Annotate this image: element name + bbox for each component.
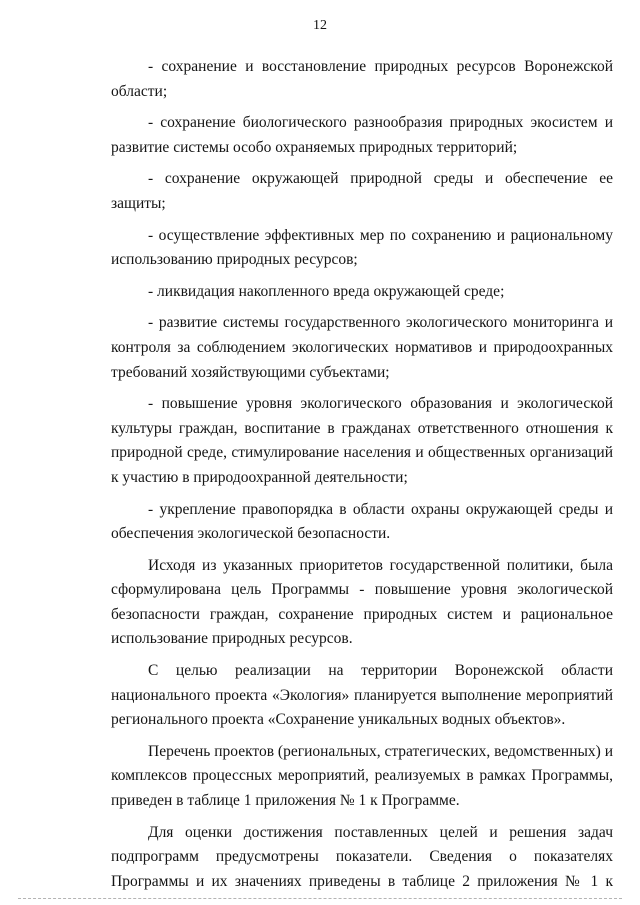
paragraph-10: С целью реализации на территории Воронежской области национального проекта «Экология» планируется выполнение мероприятий регионального проекта «Сохранение уникальных водных объектов». (111, 662, 613, 729)
page-number: 12 (313, 18, 327, 33)
body-text (111, 55, 613, 894)
paragraph-6: - развитие системы государственного экологического мониторинга и контроля за соблюдением экологических нормативов и природоохранных требований хозяйствующими субъектами; (111, 314, 613, 381)
paragraph-3: - сохранение окружающей природной среды и обеспечение ее защиты; (111, 170, 613, 212)
paragraph-1: - сохранение и восстановление природных ресурсов Воронежской области; (111, 58, 613, 100)
paragraph-12: Для оценки достижения поставленных целей и решения задач подпрограмм предусмотрены показатели. Сведения о показателях Программы и их значениях приведены в таблице 2 приложения № 1 к (111, 823, 613, 890)
paragraph-5: - ликвидация накопленного вреда окружающей среде; (148, 282, 505, 300)
page-bottom-edge (18, 898, 622, 899)
paragraph-4: - осуществление эффективных мер по сохранению и рациональному использованию природных ресурсов; (111, 226, 613, 269)
paragraph-8: - укрепление правопорядка в области охраны окружающей среды и обеспечения экологической безопасности. (111, 500, 613, 543)
paragraph-7: - повышение уровня экологического образования и экологической культуры граждан, воспитание в гражданах ответственного отношения к природной среде, стимулирование населения и общественных организаций к участию в природоохранной деятельности; (111, 395, 613, 486)
paragraph-2: - сохранение биологического разнообразия природных экосистем и развитие системы особо охраняемых природных территорий; (111, 114, 613, 156)
paragraph-11: Перечень проектов (региональных, стратегических, ведомственных) и комплексов процессных мероприятий, реализуемых в рамках Программы, приведен в таблице 1 приложения № 1 к Программе. (111, 742, 613, 810)
paragraph-9: Исходя из указанных приоритетов государственной политики, была сформулирована цель Программы - повышение уровня экологической безопасности граждан, сохранение природных систем и рациональное использование природных ресурсов. (111, 556, 613, 648)
